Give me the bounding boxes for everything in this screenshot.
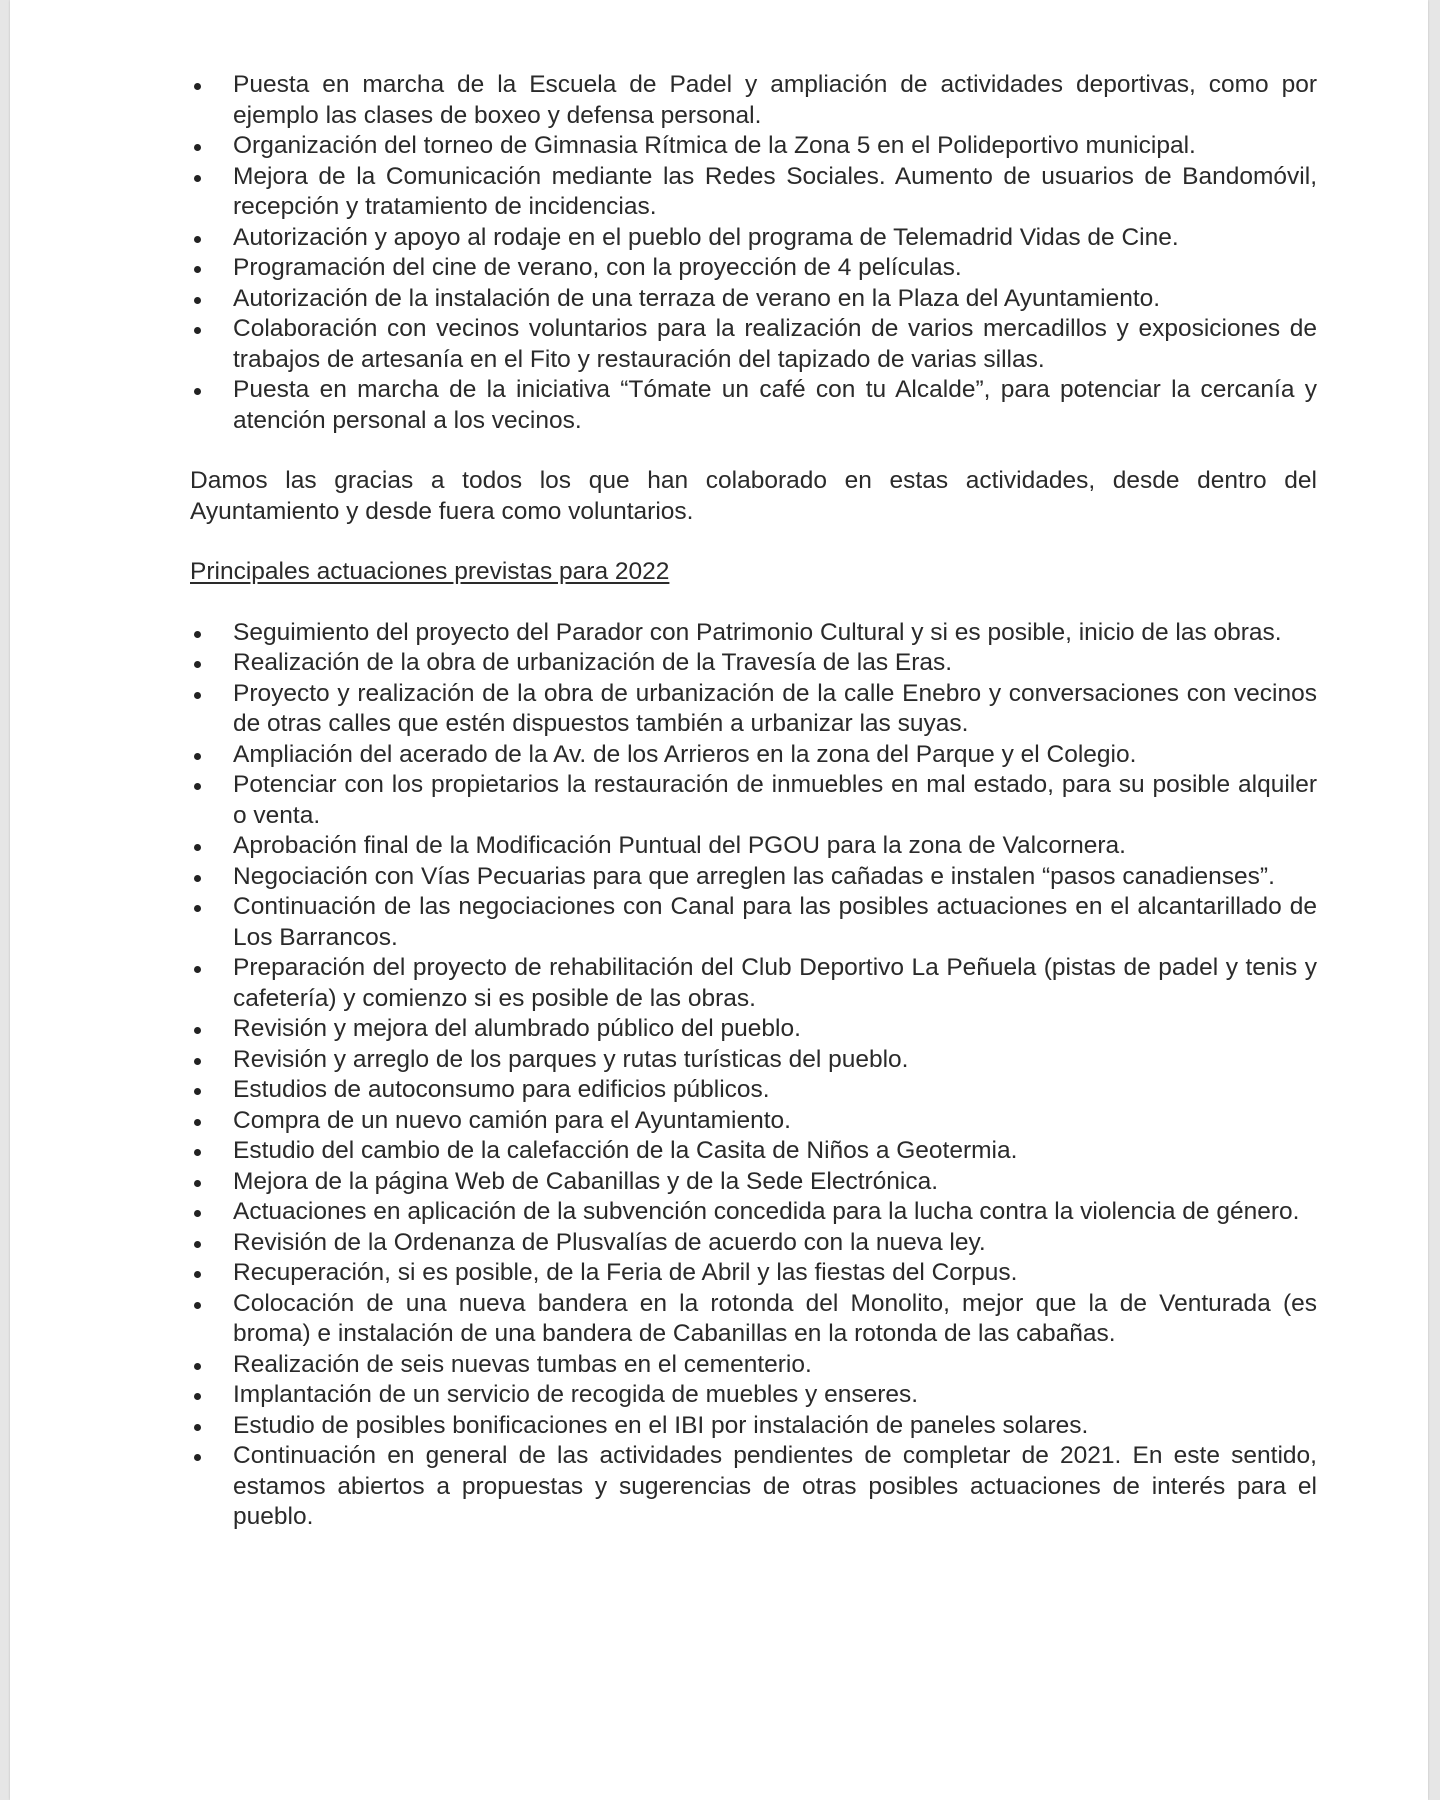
planned-action-2022-item: Realización de seis nuevas tumbas en el cementerio.	[190, 1350, 1317, 1381]
planned-action-2022-item: Estudio del cambio de la calefacción de la Casita de Niños a Geotermia.	[190, 1136, 1317, 1167]
planned-action-2022-item: Aprobación final de la Modificación Puntual del PGOU para la zona de Valcornera.	[190, 831, 1317, 862]
planned-action-2022-item: Revisión y mejora del alumbrado público del pueblo.	[190, 1014, 1317, 1045]
activity-2021-item: Autorización de la instalación de una terraza de verano en la Plaza del Ayuntamiento.	[190, 284, 1317, 315]
planned-action-2022-item: Colocación de una nueva bandera en la rotonda del Monolito, mejor que la de Venturada (es broma) e instalación de una bandera de Cabanillas en la rotonda de las cabañas.	[190, 1289, 1317, 1350]
planned-action-2022-item: Continuación de las negociaciones con Canal para las posibles actuaciones en el alcantarillado de Los Barrancos.	[190, 892, 1317, 953]
activity-2021-item: Mejora de la Comunicación mediante las Redes Sociales. Aumento de usuarios de Bandomóvil, recepción y tratamiento de incidencias.	[190, 162, 1317, 223]
activities-2021-list	[190, 70, 1317, 436]
document-page	[10, 0, 1428, 1800]
thanks-paragraph: Damos las gracias a todos los que han colaborado en estas actividades, desde dentro del Ayuntamiento y desde fuera como voluntarios.	[190, 467, 1317, 525]
planned-action-2022-item: Continuación en general de las actividades pendientes de completar de 2021. En este sentido, estamos abiertos a propuestas y sugerencias de otras posibles actuaciones de interés para el pueblo.	[190, 1441, 1317, 1533]
activity-2021-item: Puesta en marcha de la iniciativa “Tómate un café con tu Alcalde”, para potenciar la cercanía y atención personal a los vecinos.	[190, 375, 1317, 436]
activity-2021-item: Puesta en marcha de la Escuela de Padel y ampliación de actividades deportivas, como por ejemplo las clases de boxeo y defensa personal.	[190, 70, 1317, 131]
activity-2021-item: Colaboración con vecinos voluntarios para la realización de varios mercadillos y exposiciones de trabajos de artesanía en el Fito y restauración del tapizado de varias sillas.	[190, 314, 1317, 375]
planned-action-2022-item: Realización de la obra de urbanización de la Travesía de las Eras.	[190, 648, 1317, 679]
planned-action-2022-item: Proyecto y realización de la obra de urbanización de la calle Enebro y conversaciones con vecinos de otras calles que estén dispuestos también a urbanizar las suyas.	[190, 679, 1317, 740]
activity-2021-item: Programación del cine de verano, con la proyección de 4 películas.	[190, 253, 1317, 284]
planned-action-2022-item: Revisión y arreglo de los parques y rutas turísticas del pueblo.	[190, 1045, 1317, 1076]
planned-action-2022-item: Mejora de la página Web de Cabanillas y de la Sede Electrónica.	[190, 1167, 1317, 1198]
section-heading: Principales actuaciones previstas para 2022	[190, 558, 670, 585]
activity-2021-item: Autorización y apoyo al rodaje en el pueblo del programa de Telemadrid Vidas de Cine.	[190, 223, 1317, 254]
planned-action-2022-item: Compra de un nuevo camión para el Ayuntamiento.	[190, 1106, 1317, 1137]
planned-action-2022-item: Estudio de posibles bonificaciones en el IBI por instalación de paneles solares.	[190, 1411, 1317, 1442]
planned-action-2022-item: Seguimiento del proyecto del Parador con Patrimonio Cultural y si es posible, inicio de las obras.	[190, 618, 1317, 649]
document-body	[190, 70, 1317, 1533]
planned-action-2022-item: Potenciar con los propietarios la restauración de inmuebles en mal estado, para su posible alquiler o venta.	[190, 770, 1317, 831]
planned-action-2022-item: Preparación del proyecto de rehabilitación del Club Deportivo La Peñuela (pistas de padel y tenis y cafetería) y comienzo si es posible de las obras.	[190, 953, 1317, 1014]
planned-action-2022-item: Implantación de un servicio de recogida de muebles y enseres.	[190, 1380, 1317, 1411]
planned-action-2022-item: Negociación con Vías Pecuarias para que arreglen las cañadas e instalen “pasos canadienses”.	[190, 862, 1317, 893]
planned-actions-2022-list	[190, 618, 1317, 1533]
planned-action-2022-item: Estudios de autoconsumo para edificios públicos.	[190, 1075, 1317, 1106]
planned-action-2022-item: Recuperación, si es posible, de la Feria de Abril y las fiestas del Corpus.	[190, 1258, 1317, 1289]
planned-action-2022-item: Revisión de la Ordenanza de Plusvalías de acuerdo con la nueva ley.	[190, 1228, 1317, 1259]
planned-action-2022-item: Ampliación del acerado de la Av. de los Arrieros en la zona del Parque y el Colegio.	[190, 740, 1317, 771]
activity-2021-item: Organización del torneo de Gimnasia Rítmica de la Zona 5 en el Polideportivo municipal.	[190, 131, 1317, 162]
planned-action-2022-item: Actuaciones en aplicación de la subvención concedida para la lucha contra la violencia de género.	[190, 1197, 1317, 1228]
